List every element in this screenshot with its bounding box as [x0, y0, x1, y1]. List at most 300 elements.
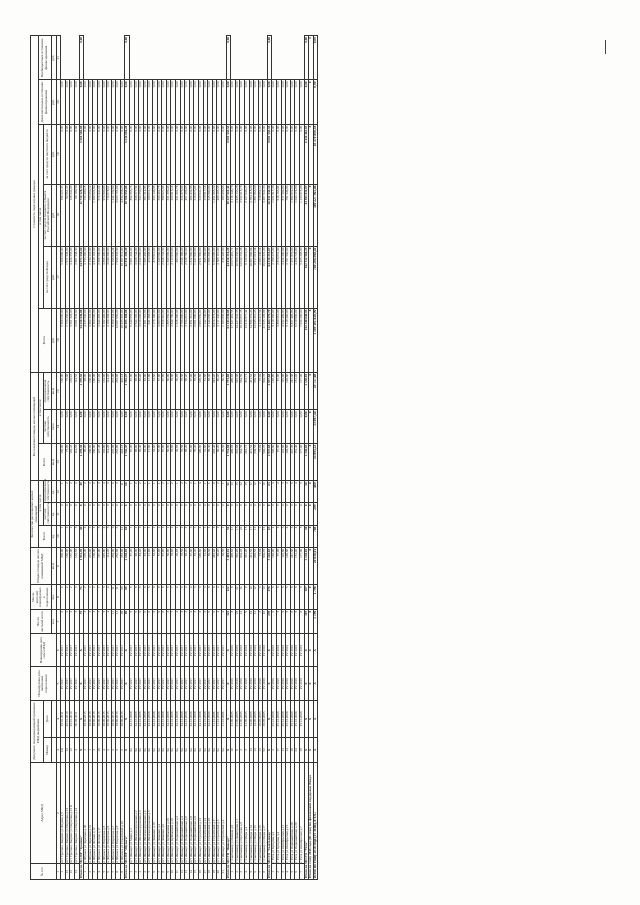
table-cell: 150,00	[65, 547, 70, 585]
unit-cell: ед.	[51, 503, 56, 525]
table-cell: 9	[244, 585, 249, 609]
table-cell: 0,00	[120, 410, 125, 443]
table-cell: 1	[148, 525, 153, 547]
table-cell: 0	[189, 503, 194, 525]
table-cell: 3	[88, 481, 93, 503]
table-cell: 0,00	[277, 80, 282, 124]
address-cell: г Сыктывкар ул Банная д.6	[231, 762, 236, 864]
table-cell: 109,60	[198, 443, 203, 481]
table-cell: 75,00	[65, 443, 70, 481]
table-cell: 97,90	[277, 372, 282, 410]
table-cell: X	[267, 738, 272, 762]
table-cell: X	[125, 700, 130, 738]
table-cell: 6	[153, 585, 158, 609]
table-cell: 1	[61, 525, 66, 547]
table-cell: 9	[157, 609, 162, 633]
table-cell: 28	[120, 609, 125, 633]
table-cell: 457 396,03	[185, 184, 190, 246]
table-cell: IV 2017	[93, 634, 98, 667]
table-cell: 0,00	[157, 80, 162, 124]
table-cell: 25.12.2008	[277, 700, 282, 738]
table-cell: 105,00	[84, 547, 89, 585]
table-cell: 1 378,56	[79, 443, 84, 481]
table-cell: 2	[61, 609, 66, 633]
table-cell: 3 049 200,00	[107, 246, 112, 308]
table-cell: 127,46	[97, 443, 102, 481]
table-cell: 128,90	[272, 547, 277, 585]
table-cell: IV 2017	[120, 667, 125, 700]
table-cell: 128,80	[286, 547, 291, 585]
table-cell: IV 2016	[258, 667, 263, 700]
table-cell: 247,30	[290, 443, 295, 481]
table-cell: 0,00	[226, 36, 231, 80]
table-cell: 18.06.2015	[88, 700, 93, 738]
table-cell: 0	[267, 503, 272, 525]
table-cell: 1 447 820,00	[194, 246, 199, 308]
table-cell: 10	[263, 609, 268, 633]
table-cell: IV 2016	[263, 634, 268, 667]
table-cell: 3	[139, 864, 144, 880]
table-cell: 60	[125, 481, 130, 503]
table-cell: 223 615,14	[171, 184, 176, 246]
table-cell: 2 383 249,14	[258, 246, 263, 308]
table-cell: 20	[217, 864, 222, 880]
table-cell: 4 642 400,00	[281, 308, 286, 372]
table-cell: 845 260,00	[203, 246, 208, 308]
table-cell: IV 2017	[162, 634, 167, 667]
address-cell: п Шуньга ул Пирогова д.5	[102, 762, 107, 864]
address-cell: пгт Жешарт ул Зимовки д.4	[157, 762, 162, 864]
header-count-private: частная собственность	[42, 502, 51, 524]
table-cell: 0	[84, 503, 89, 525]
table-cell: 2	[107, 738, 112, 762]
table-cell: 0,00	[203, 410, 208, 443]
table-cell: 0,00	[88, 410, 93, 443]
table-cell: 21 635 129,89	[263, 308, 268, 372]
table-cell: 20.01.2010	[65, 700, 70, 738]
table-cell: 3	[180, 585, 185, 609]
table-cell: 75,04	[258, 443, 263, 481]
table-cell: 3	[116, 525, 121, 547]
table-cell: 15	[194, 864, 199, 880]
table-cell: 0,00	[286, 410, 291, 443]
table-cell: IV 2016	[231, 634, 236, 667]
table-cell: 0	[171, 503, 176, 525]
table-cell: 3	[203, 609, 208, 633]
table-cell: 0,00	[79, 410, 84, 443]
table-cell: IV 2017	[74, 634, 79, 667]
header-count-incl: в том числе	[39, 481, 44, 525]
table-cell: IV 2017	[93, 667, 98, 700]
table-cell: 3 554 010,00	[185, 308, 190, 372]
table-cell: 3	[74, 585, 79, 609]
unit-cell: кв.м	[51, 443, 56, 481]
table-cell: IV 2017	[189, 667, 194, 700]
column-number: 19	[56, 124, 61, 184]
address-cell: пгт Жешарт ул Строителей д.16	[208, 762, 213, 864]
table-cell: 24.12.2008	[198, 700, 203, 738]
table-cell: 14.06.2005	[254, 700, 259, 738]
table-cell: 5 205 308,00	[300, 246, 305, 308]
table-cell: 3 963 950,00	[198, 308, 203, 372]
table-cell: 1 971 545,00	[65, 246, 70, 308]
table-cell: 301,71	[244, 443, 249, 481]
table-cell: 0,00	[125, 410, 130, 443]
table-cell: 3 787 560,00	[286, 246, 291, 308]
table-cell: 98,20	[185, 547, 190, 585]
table-cell: 0,00	[286, 124, 291, 184]
table-cell: 0,00	[111, 124, 116, 184]
table-cell: X	[125, 634, 130, 667]
table-cell: 0,00	[249, 410, 254, 443]
table-cell: 0,00	[74, 80, 79, 124]
table-cell: 6	[143, 585, 148, 609]
table-cell: IV 2016	[286, 634, 291, 667]
table-cell: 0,00	[267, 80, 272, 124]
table-cell: 3	[203, 585, 208, 609]
table-cell: 604,45	[240, 547, 245, 585]
table-cell: 5	[102, 585, 107, 609]
rotated-table-wrapper	[30, 35, 615, 880]
table-cell: 187	[304, 609, 309, 633]
table-cell: IV 2017	[153, 634, 158, 667]
table-cell: 1	[221, 481, 226, 503]
table-cell: 543 359,00	[139, 184, 144, 246]
table-cell: 4 834 258,25	[120, 184, 125, 246]
table-cell: 150,00	[61, 443, 66, 481]
table-cell: 6	[295, 585, 300, 609]
table-cell: 97,90	[162, 372, 167, 410]
table-cell: 2 688 500,00	[97, 246, 102, 308]
table-cell: 0,00	[189, 410, 194, 443]
row-label: Итого по МО ГП "Жешарт"	[226, 762, 231, 879]
table-cell: 0	[116, 503, 121, 525]
table-cell: 97,90	[162, 443, 167, 481]
row-label: Итого по этапу 2016 года (III этап) без финансовой поддержки Фонда	[309, 762, 314, 879]
table-cell: 98,00	[134, 443, 139, 481]
table-cell: 44 816 314,29	[226, 246, 231, 308]
table-cell: 57,90	[157, 372, 162, 410]
table-cell: 0,00	[194, 410, 199, 443]
table-cell: 1	[148, 481, 153, 503]
table-cell: 0	[221, 503, 226, 525]
table-cell: 151,46	[295, 443, 300, 481]
table-cell: 15	[235, 481, 240, 503]
table-cell: 180 011,70	[148, 184, 153, 246]
table-cell: 18.06.2015	[102, 700, 107, 738]
table-cell: 6	[143, 609, 148, 633]
table-cell: 3	[97, 525, 102, 547]
table-cell: 6а	[221, 738, 226, 762]
table-cell: 19.05.2005	[258, 700, 263, 738]
table-cell: 2	[116, 738, 121, 762]
table-cell: 0,00	[111, 410, 116, 443]
table-cell: 108,90	[88, 443, 93, 481]
table-cell: 97,90	[277, 547, 282, 585]
table-cell: 4	[189, 585, 194, 609]
table-cell: IV 2016	[281, 634, 286, 667]
table-cell: 4	[295, 481, 300, 503]
table-cell: 11.12.2006	[221, 700, 226, 738]
table-cell: 4	[176, 609, 181, 633]
table-cell: 2 306 110,00	[217, 246, 222, 308]
table-cell: 6	[254, 864, 259, 880]
table-cell: X	[125, 667, 130, 700]
table-cell: 4 454 726,00	[295, 246, 300, 308]
table-cell: 2	[258, 525, 263, 547]
table-cell: 499,83	[231, 547, 236, 585]
table-cell: 3	[93, 864, 98, 880]
table-cell: 177,00	[300, 372, 305, 410]
table-cell: 0	[217, 503, 222, 525]
table-cell: 5	[249, 864, 254, 880]
table-cell: 8 874 575,00	[212, 308, 217, 372]
table-cell: 2 150,95	[125, 547, 130, 585]
table-cell: 0,00	[130, 410, 135, 443]
table-cell: 2	[93, 481, 98, 503]
table-cell: 12	[254, 525, 259, 547]
table-cell: 0,00	[185, 410, 190, 443]
address-cell: п Шуньга ул Лесная д.12	[93, 762, 98, 864]
header-area-municipal: муниципальная собственность	[43, 372, 51, 410]
table-cell: 2 130,65	[304, 372, 309, 410]
table-cell: 13	[185, 864, 190, 880]
table-cell: 122	[226, 585, 231, 609]
table-cell: IV 2016	[254, 667, 259, 700]
table-cell: 2 023 791,02	[116, 184, 121, 246]
address-cell: пгт Жешарт ул Первомайская д.8	[189, 762, 194, 864]
table-cell: 0,00	[267, 36, 272, 80]
table-cell: 13	[281, 738, 286, 762]
table-cell: 2	[93, 585, 98, 609]
table-cell: 2	[70, 481, 75, 503]
header-nonplan: Внебюджетные источники финансирования	[39, 36, 52, 80]
table-cell: IV 2017	[97, 634, 102, 667]
table-cell: X	[313, 634, 318, 667]
table-cell: 24.12.2008	[185, 700, 190, 738]
table-cell: 3	[244, 738, 249, 762]
table-cell: 78,80	[171, 372, 176, 410]
table-cell: IV 2017	[70, 634, 75, 667]
table-cell: 2	[139, 525, 144, 547]
table-cell: 16	[198, 864, 203, 880]
table-cell: 24.12.2008	[139, 700, 144, 738]
table-cell: 98,20	[185, 372, 190, 410]
table-cell: 1 451 065,32	[212, 184, 217, 246]
table-cell: 0,00	[244, 410, 249, 443]
table-cell: 2 849 790,00	[171, 308, 176, 372]
table-cell: 0,00	[143, 80, 148, 124]
address-cell: пгт Тросино, Зверево ул Лидина д.5	[61, 762, 66, 864]
table-cell: 0,00	[300, 80, 305, 124]
table-cell: X	[304, 667, 309, 700]
table-cell: 3	[74, 609, 79, 633]
table-cell: 630 041,37	[198, 184, 203, 246]
table-cell: 24.12.2008	[203, 700, 208, 738]
table-cell: 6 196 836,24	[111, 246, 116, 308]
unit-cell: руб.	[51, 36, 56, 80]
table-cell: 411,52	[249, 443, 254, 481]
table-cell: 5	[102, 864, 107, 880]
table-cell: IV 2017	[102, 634, 107, 667]
table-cell: 3 117 430,00	[217, 308, 222, 372]
table-cell: 0	[143, 503, 148, 525]
unit-cell: чел.	[51, 609, 56, 633]
table-cell: 1 887 863,69	[254, 184, 259, 246]
table-cell: 0,00	[203, 80, 208, 124]
table-cell: 3	[240, 864, 245, 880]
table-cell: 2 130,65	[304, 547, 309, 585]
table-cell: 1	[194, 525, 199, 547]
table-cell: 138 541,00	[70, 184, 75, 246]
table-cell: IV 2017	[198, 667, 203, 700]
table-cell: 7	[97, 609, 102, 633]
table-cell: 0,00	[111, 80, 116, 124]
table-cell: 0,00	[171, 410, 176, 443]
address-cell: пгт Жешарт ул Строителей д.12	[198, 762, 203, 864]
table-cell: 0,00	[290, 80, 295, 124]
table-cell: X	[267, 700, 272, 738]
grand-row	[313, 36, 318, 880]
table-cell: 128,80	[286, 443, 291, 481]
table-cell: 6а	[130, 738, 135, 762]
table-cell: 2	[162, 525, 167, 547]
table-cell: 0,00	[235, 410, 240, 443]
table-cell: 3 894 322,00	[88, 308, 93, 372]
table-cell: 3	[88, 525, 93, 547]
unit-cell: кв.м	[51, 410, 56, 443]
table-cell: 0,00	[171, 124, 176, 184]
table-cell: 2 107 046,27	[244, 184, 249, 246]
column-number: 13	[56, 443, 61, 481]
table-cell: 5	[300, 481, 305, 503]
table-cell: IV 2017	[194, 667, 199, 700]
table-cell: 4	[102, 525, 107, 547]
table-cell: 21.06.2005	[235, 700, 240, 738]
table-cell: X	[309, 634, 314, 667]
table-cell: X	[309, 667, 314, 700]
table-cell: IV 2017	[70, 667, 75, 700]
table-cell: IV 2017	[130, 667, 135, 700]
table-cell: 6а	[194, 738, 199, 762]
table-cell: 97,90	[162, 547, 167, 585]
table-cell: X	[313, 667, 318, 700]
table-cell: 0,00	[84, 410, 89, 443]
table-cell: IV 2017	[84, 634, 89, 667]
table-cell: 0	[309, 585, 314, 609]
table-cell: 3 219 411,54	[258, 308, 263, 372]
table-cell: 0,00	[171, 80, 176, 124]
table-cell: 2 232 000,00	[139, 246, 144, 308]
table-cell: 52	[263, 738, 268, 762]
table-cell: 4 235 530,00	[84, 308, 89, 372]
table-cell: 0	[300, 503, 305, 525]
table-cell: 2	[65, 481, 70, 503]
table-cell: 19.05.2005	[263, 700, 268, 738]
table-cell: 253,90	[116, 443, 121, 481]
table-cell: X	[79, 667, 84, 700]
table-cell: IV 2017	[88, 667, 93, 700]
table-cell: 411,52	[249, 547, 254, 585]
table-cell: 18.06.2015	[97, 700, 102, 738]
table-cell: 0,00	[198, 410, 203, 443]
table-cell: 11	[116, 609, 121, 633]
table-cell: 2	[65, 585, 70, 609]
column-number: 18	[56, 184, 61, 246]
table-cell: 0,00	[249, 124, 254, 184]
table-cell: 24	[295, 738, 300, 762]
table-cell: 4	[244, 864, 249, 880]
table-cell: 0,00	[180, 124, 185, 184]
table-cell: 0,00	[290, 410, 295, 443]
table-cell: 59,30	[208, 443, 213, 481]
table-cell: 21.06.2005	[244, 700, 249, 738]
table-cell: 17	[277, 738, 282, 762]
table-cell: 0	[309, 443, 314, 481]
table-cell: 9 601 538,55	[226, 124, 231, 184]
table-cell: 6а	[203, 738, 208, 762]
table-cell: 1 751,60	[226, 443, 231, 481]
table-cell: 2	[171, 525, 176, 547]
table-cell: 109,60	[198, 547, 203, 585]
table-cell: 3	[281, 481, 286, 503]
table-cell: 201,40	[88, 547, 93, 585]
table-cell: 489,93	[231, 443, 236, 481]
table-cell: 0,00	[272, 410, 277, 443]
table-cell: 0	[290, 503, 295, 525]
table-cell: 253 146,96	[153, 184, 158, 246]
table-cell: 1 378,56	[79, 372, 84, 410]
table-cell: 2	[111, 738, 116, 762]
header-plan-end: Планируемая дата окончания переселения	[31, 667, 57, 700]
table-cell: 13 097,54	[313, 410, 318, 443]
table-cell: IV 2017	[65, 634, 70, 667]
table-cell: 9	[244, 609, 249, 633]
table-cell: X	[309, 738, 314, 762]
table-cell: 12	[65, 738, 70, 762]
unit-cell: кв.м	[51, 547, 56, 585]
table-cell: 197,80	[97, 547, 102, 585]
table-cell: 0	[249, 503, 254, 525]
table-cell: 8	[162, 609, 167, 633]
table-cell: 21	[221, 864, 226, 880]
table-cell: 13	[231, 481, 236, 503]
table-cell: 6	[130, 609, 135, 633]
table-cell: 0,00	[153, 80, 158, 124]
table-cell: 2	[84, 609, 89, 633]
table-cell: 3	[116, 481, 121, 503]
row-label: Итого по МО МР "Тросино"	[79, 762, 84, 879]
table-cell: 6	[148, 585, 153, 609]
table-cell: 0,00	[134, 124, 139, 184]
table-cell: IV 2016	[244, 667, 249, 700]
table-cell: 0,00	[134, 80, 139, 124]
table-cell: 9 827 400,00	[290, 308, 295, 372]
table-cell: 0,00	[281, 80, 286, 124]
table-cell: IV 2017	[180, 667, 185, 700]
address-cell: пгт Жешарт ул Железнодорожная д.3	[139, 762, 144, 864]
table-cell: 740 204 568,41	[313, 246, 318, 308]
table-cell: 2	[70, 609, 75, 633]
table-cell: 1 199 101 828,90	[313, 308, 318, 372]
table-cell: 2 629 760,00	[185, 246, 190, 308]
table-cell: 0	[139, 503, 144, 525]
table-cell: 0,00	[93, 124, 98, 184]
table-cell: 1	[130, 481, 135, 503]
table-cell: 2 144 650,00	[208, 308, 213, 372]
table-cell: 0,00	[176, 80, 181, 124]
address-cell: пгт Жешарт ул Зимовки д.6	[162, 762, 167, 864]
